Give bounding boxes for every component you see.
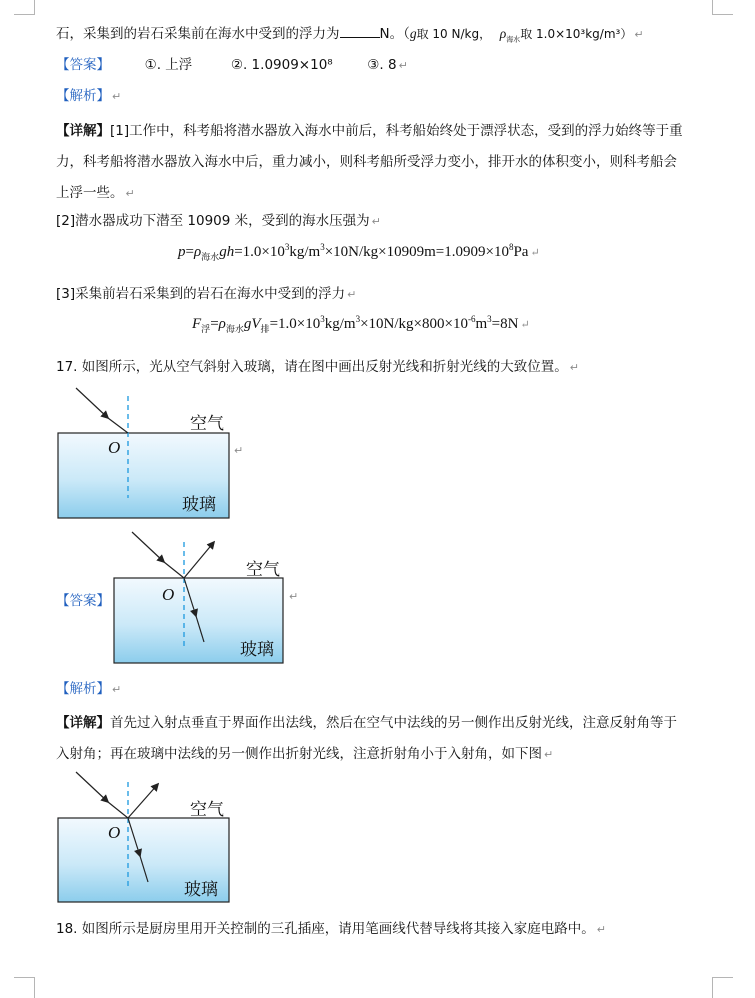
air-label: 空气 — [190, 800, 224, 820]
figure-answer — [112, 530, 312, 668]
detail3-text: [3]采集前岩石采集到的岩石在海水中受到的浮力 — [56, 286, 346, 302]
page-corner-top-right — [712, 0, 733, 15]
detail-tag: 【详解】 — [56, 123, 110, 139]
answer-line-1 — [56, 53, 408, 73]
f-symbol: F — [192, 316, 202, 332]
formula-part: =8N — [491, 316, 519, 332]
answer-item-2: ②. 1.0909×10⁸ — [230, 57, 333, 73]
line1-text: 石，采集到的岩石采集前在海水中受到的浮力为 — [56, 26, 340, 42]
detail1-line1: [1]工作中，科考船将潜水器放入海水中前后，科考船始终处于漂浮状态，受到的浮力始终等于重 — [110, 123, 683, 139]
refraction-diagram-answer — [112, 530, 312, 668]
g-value: 取 10 N/kg， — [416, 27, 492, 41]
equals: = — [185, 244, 194, 260]
refraction-diagram-question — [56, 382, 256, 522]
paragraph-mark: ↵ — [520, 319, 530, 331]
paragraph-mark: ↵ — [544, 748, 554, 761]
paragraph-mark: ↵ — [234, 444, 244, 457]
paragraph-mark: ↵ — [112, 683, 122, 696]
rho-subscript: 海水 — [201, 252, 220, 262]
origin-label: O — [162, 585, 175, 604]
refraction-diagram-analysis — [56, 770, 256, 908]
line1-unit: N。（ — [379, 26, 410, 42]
detail2-text: [2]潜水器成功下潜至 10909 米，受到的海水压强为 — [56, 213, 370, 229]
paragraph-mark: ↵ — [347, 288, 357, 301]
rho-symbol: ρ — [193, 244, 202, 260]
detail-paragraph-2 — [56, 209, 381, 229]
pressure-formula — [178, 242, 540, 263]
detail4-line1: 首先过入射点垂直于界面作出法线，然后在空气中法线的另一侧作出反射光线，注意反射角等于 — [110, 715, 677, 731]
paragraph-mark: ↵ — [530, 247, 540, 259]
detail4-line2: 入射角；再在玻璃中法线的另一侧作出折射光线，注意折射角小于入射角，如下图 — [56, 746, 542, 762]
air-label: 空气 — [246, 560, 280, 580]
answer-item-3: ③. 8 — [367, 57, 397, 73]
exponent: 3 — [284, 242, 290, 252]
incident-ray-arrow — [132, 532, 164, 562]
equals: = — [210, 316, 219, 332]
formula-part: ×10N/kg×800×10 — [360, 316, 468, 332]
answer-item-1: ①. 上浮 — [144, 57, 193, 73]
paragraph-mark: ↵ — [112, 90, 122, 103]
formula-part: =1.0×10 — [234, 244, 285, 260]
incident-ray — [108, 418, 128, 433]
unit: kg/m — [324, 316, 356, 332]
incident-ray-arrow — [76, 772, 108, 802]
paragraph-mark: ↵ — [398, 59, 408, 72]
paragraph-mark: ↵ — [125, 187, 135, 200]
exponent: 3 — [487, 314, 492, 324]
origin-label: O — [108, 438, 121, 457]
question-18 — [56, 917, 606, 937]
reflected-ray — [128, 784, 158, 818]
detail-paragraph-4 — [56, 708, 677, 770]
answer-tag: 【答案】 — [56, 57, 110, 73]
exponent: 8 — [508, 242, 514, 252]
glass-label: 玻璃 — [184, 880, 218, 900]
detail-tag: 【详解】 — [56, 715, 110, 731]
page-corner-top-left — [14, 0, 35, 15]
paragraph-mark: ↵ — [289, 590, 299, 603]
detail1-line3: 上浮一些。 — [56, 185, 124, 201]
q18-text: 18. 如图所示是厨房里用开关控制的三孔插座，请用笔画线代替导线将其接入家庭电路中。 — [56, 921, 595, 937]
exponent: -6 — [467, 314, 476, 324]
unit: m — [475, 316, 488, 332]
page-corner-bottom-right — [712, 977, 733, 998]
detail-paragraph-1 — [56, 116, 683, 209]
answer-blank — [340, 25, 380, 38]
q17-text: 17. 如图所示，光从空气斜射入玻璃，请在图中画出反射光线和折射光线的大致位置。 — [56, 359, 568, 375]
rho-subscript: 海水 — [506, 35, 521, 44]
answer-line-2 — [56, 589, 110, 609]
glass-label: 玻璃 — [240, 640, 274, 660]
glass-label: 玻璃 — [182, 495, 216, 515]
unit: Pa — [513, 244, 529, 260]
paragraph-mark: ↵ — [634, 28, 644, 41]
rho-symbol: ρ — [218, 316, 226, 332]
rho-symbol: ρ — [499, 26, 507, 41]
figure-analysis — [56, 770, 256, 908]
formula-part: =1.0×10 — [269, 316, 321, 332]
page-corner-bottom-left — [14, 977, 35, 998]
p-symbol: p — [178, 244, 186, 260]
incident-ray — [108, 802, 128, 818]
incident-ray-arrow — [76, 388, 108, 418]
g-symbol: g — [409, 26, 417, 41]
question-17 — [56, 355, 579, 375]
gv-symbol: gV — [243, 316, 261, 332]
analysis-line-2 — [56, 677, 121, 697]
figure-question — [56, 382, 256, 522]
incident-ray — [164, 562, 184, 578]
analysis-tag: 【解析】 — [56, 681, 110, 697]
exponent: 3 — [320, 242, 325, 252]
rho-value: 取 1.0×10³kg/m³） — [520, 27, 633, 41]
reflected-ray — [184, 542, 214, 578]
f-subscript: 浮 — [201, 324, 211, 334]
answer-tag: 【答案】 — [56, 593, 110, 609]
detail1-line2: 力，科考船将潜水器放入海水中后，重力减小，则科考船所受浮力变小，排开水的体积变小，则科考船会 — [56, 154, 677, 170]
analysis-tag: 【解析】 — [56, 88, 110, 104]
paragraph-mark: ↵ — [371, 215, 381, 228]
air-label: 空气 — [190, 414, 224, 434]
question-tail-line — [56, 22, 644, 45]
exponent: 3 — [355, 314, 361, 324]
paragraph-mark: ↵ — [569, 361, 579, 374]
exponent: 3 — [320, 314, 325, 324]
detail-paragraph-3 — [56, 282, 356, 302]
formula-part: ×10N/kg×10909m=1.0909×10 — [324, 244, 509, 260]
buoyancy-formula — [192, 314, 530, 335]
analysis-line-1 — [56, 84, 121, 104]
gh-symbol: gh — [219, 244, 235, 260]
v-subscript: 排 — [260, 324, 270, 334]
rho-subscript: 海水 — [225, 324, 244, 334]
unit: kg/m — [289, 244, 321, 260]
origin-label: O — [108, 823, 121, 842]
paragraph-mark: ↵ — [596, 923, 606, 936]
